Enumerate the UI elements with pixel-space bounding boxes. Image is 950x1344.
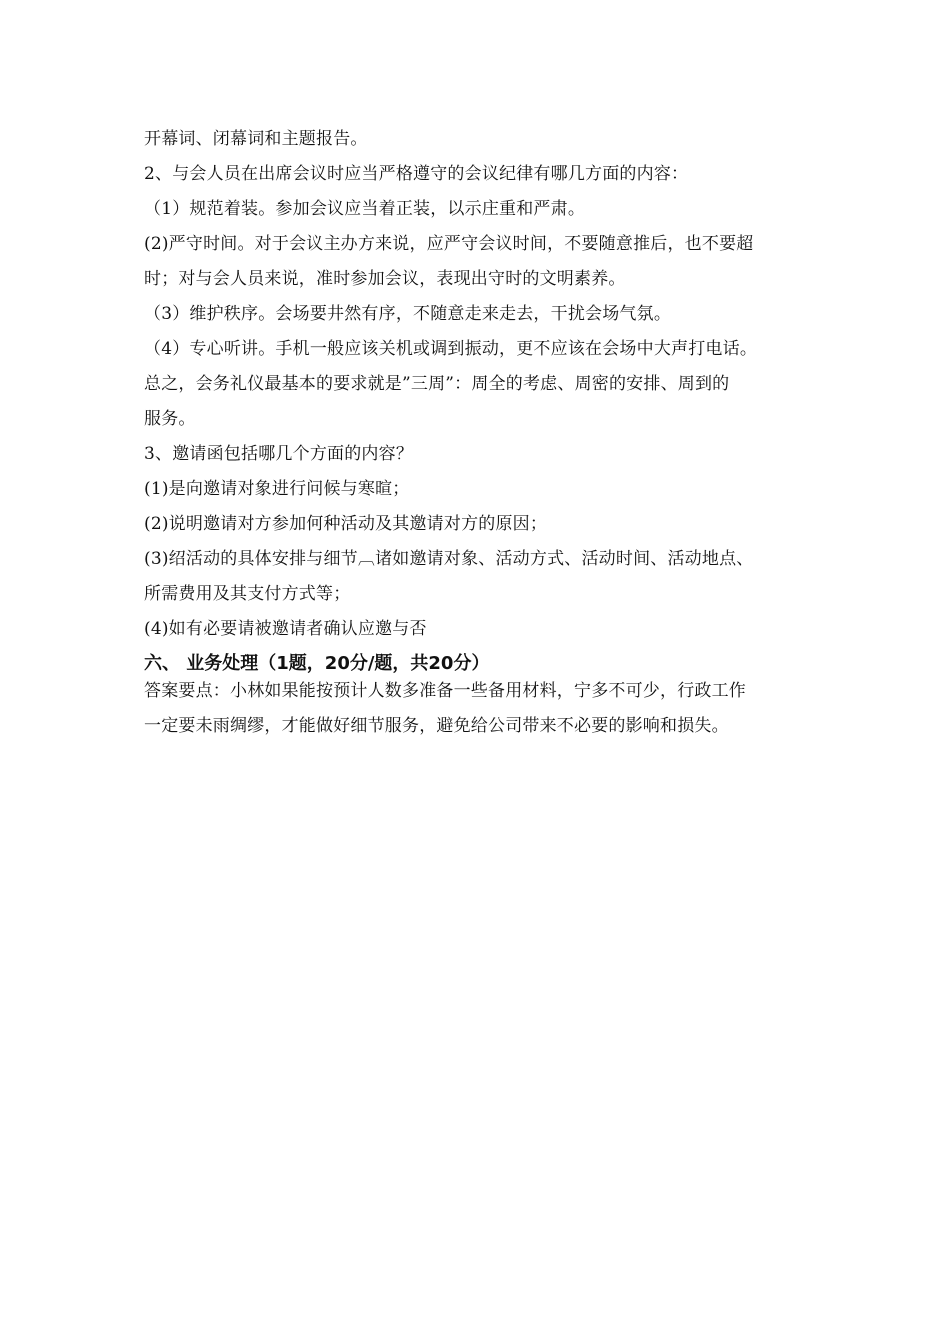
list-item: （4）专心听讲。手机一般应该关机或调到振动，更不应该在会场中大声打电话。 [144,339,758,359]
list-item: (4)如有必要请被邀请者确认应邀与否 [144,619,427,639]
summary-line: 总之，会务礼仪最基本的要求就是”三周”：周全的考虑、周密的安排、周到的 [144,374,730,394]
answer-line: 答案要点：小林如果能按预计人数多准备一些备用材料，宁多不可少，行政工作 [144,681,746,701]
text-line: 所需费用及其支付方式等； [144,584,351,604]
list-item: (3)绍活动的具体安排与细节︹诸如邀请对象、活动方式、活动时间、活动地点、 [144,549,754,569]
text-line: 服务。 [144,409,196,429]
text-line: 开幕词、闭幕词和主题报告。 [144,129,368,149]
section-heading: 六、 业务处理（1题，20分/题，共20分） [144,653,490,674]
question-3: 3、邀请函包括哪几个方面的内容？ [144,444,414,464]
text-line: 时；对与会人员来说，准时参加会议，表现出守时的文明素养。 [144,269,626,289]
answer-line: 一定要未雨绸缪，才能做好细节服务，避免给公司带来不必要的影响和损失。 [144,716,729,736]
question-2: 2、与会人员在出席会议时应当严格遵守的会议纪律有哪几方面的内容： [144,164,689,184]
list-item: （1）规范着装。参加会议应当着正装，以示庄重和严肃。 [144,199,586,219]
list-item: (1)是向邀请对象进行问候与寒暄； [144,479,410,499]
list-item: （3）维护秩序。会场要井然有序，不随意走来走去，干扰会场气氛。 [144,304,672,324]
list-item: (2)严守时间。对于会议主办方来说，应严守会议时间，不要随意推后，也不要超 [144,234,754,254]
list-item: (2)说明邀请对方参加何种活动及其邀请对方的原因； [144,514,548,534]
